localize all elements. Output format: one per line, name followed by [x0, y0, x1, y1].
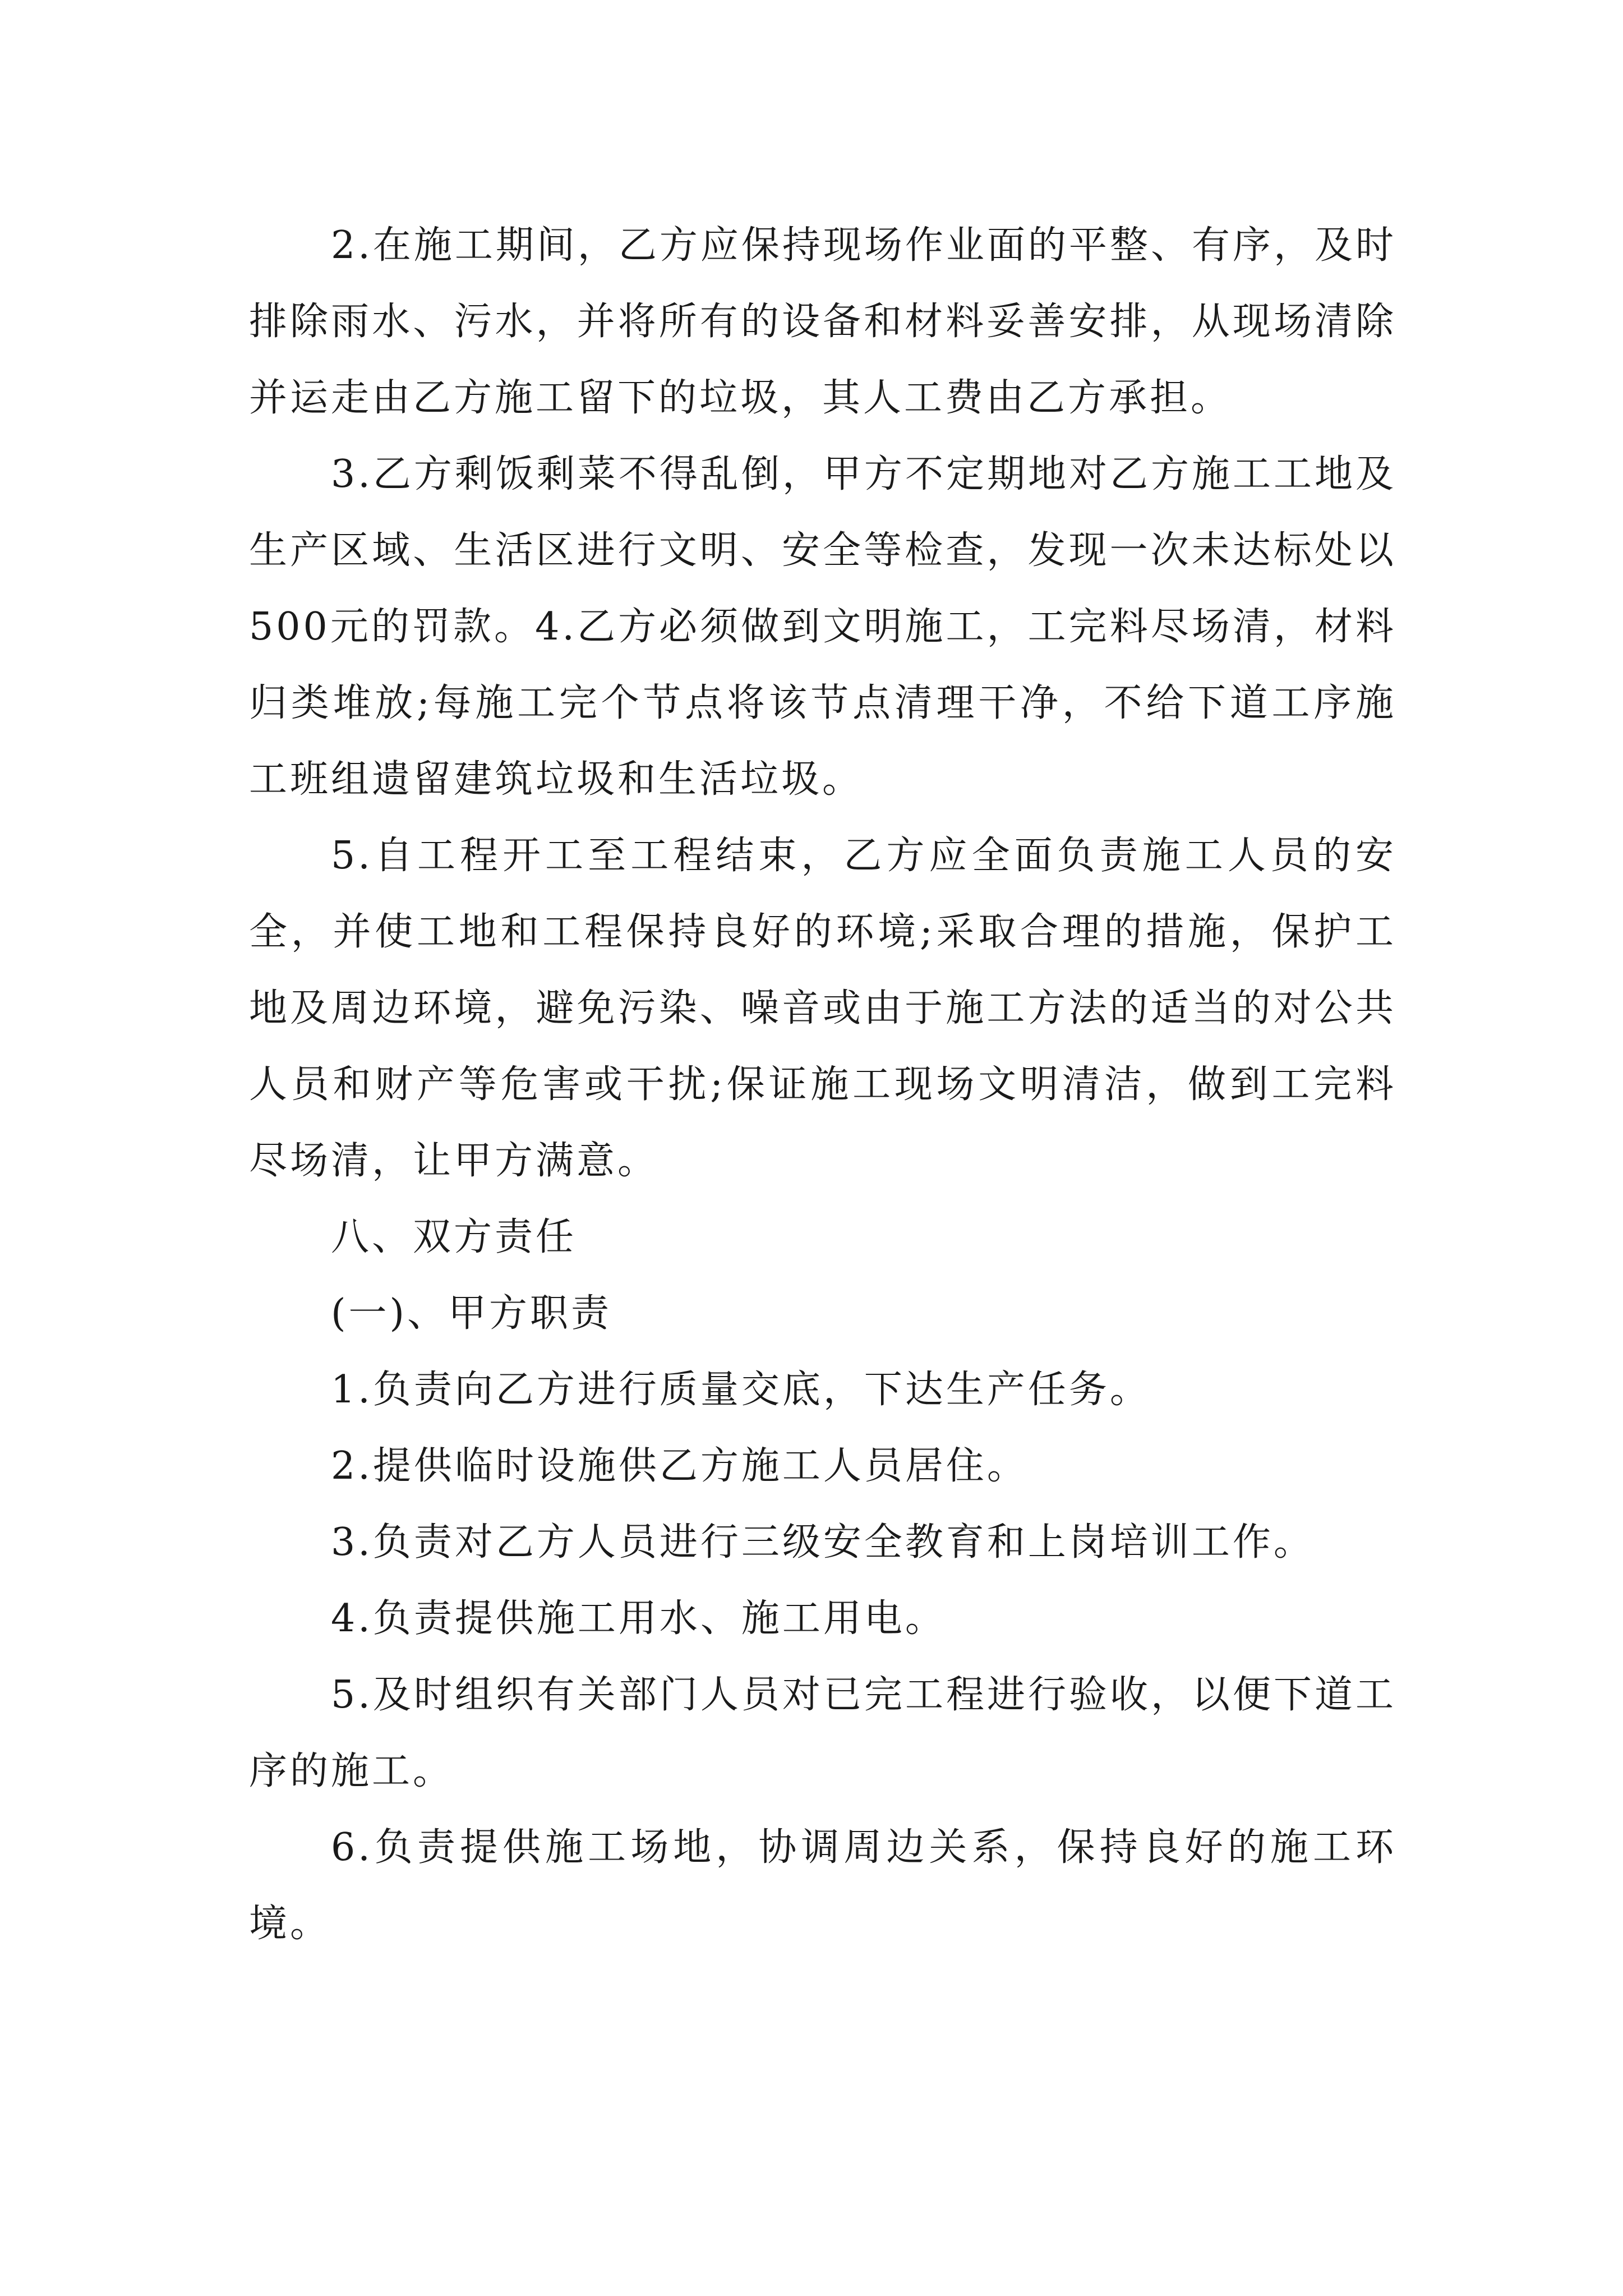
section-heading-responsibilities: 八、双方责任 — [331, 1215, 577, 1259]
list-item-quality-briefing: 1.负责向乙方进行质量交底，下达生产任务。 — [331, 1368, 1151, 1412]
list-item-acceptance-inspection: 5.及时组织有关部门人员对已完工程进行验收，以便下道工序的施工。 — [249, 1673, 1396, 1793]
list-item-water-electricity: 4.负责提供施工用水、施工用电。 — [331, 1596, 946, 1641]
document-body — [249, 208, 1396, 1962]
paragraph-site-cleanliness: 2.在施工期间，乙方应保持现场作业面的平整、有序，及时排除雨水、污水，并将所有的设备和材料妥善安排，从现场清除并运走由乙方施工留下的垃圾，其人工费由乙方承担。 — [249, 223, 1396, 420]
list-item-safety-education: 3.负责对乙方人员进行三级安全教育和上岗培训工作。 — [331, 1520, 1315, 1565]
paragraph-inspection-and-civilized-construction: 3.乙方剩饭剩菜不得乱倒，甲方不定期地对乙方施工工地及生产区域、生活区进行文明、安全等检查，发现一次未达标处以500元的罚款。4.乙方必须做到文明施工，工完料尽场清，材料归类堆放;每施工完个节点将该节点清理干净，不给下道工序施工班组遗留建筑垃圾和生活垃圾。 — [249, 452, 1396, 802]
list-item-site-provision: 6.负责提供施工场地，协调周边关系，保持良好的施工环境。 — [249, 1825, 1396, 1946]
list-item-temporary-housing: 2.提供临时设施供乙方施工人员居住。 — [331, 1444, 1028, 1488]
paragraph-safety-and-environment: 5.自工程开工至工程结束，乙方应全面负责施工人员的安全，并使工地和工程保持良好的环境;采取合理的措施，保护工地及周边环境，避免污染、噪音或由于施工方法的适当的对公共人员和财产等危害或干扰;保证施工现场文明清洁，做到工完料尽场清，让甲方满意。 — [249, 834, 1396, 1183]
subsection-heading-party-a-duties: (一)、甲方职责 — [331, 1291, 612, 1336]
